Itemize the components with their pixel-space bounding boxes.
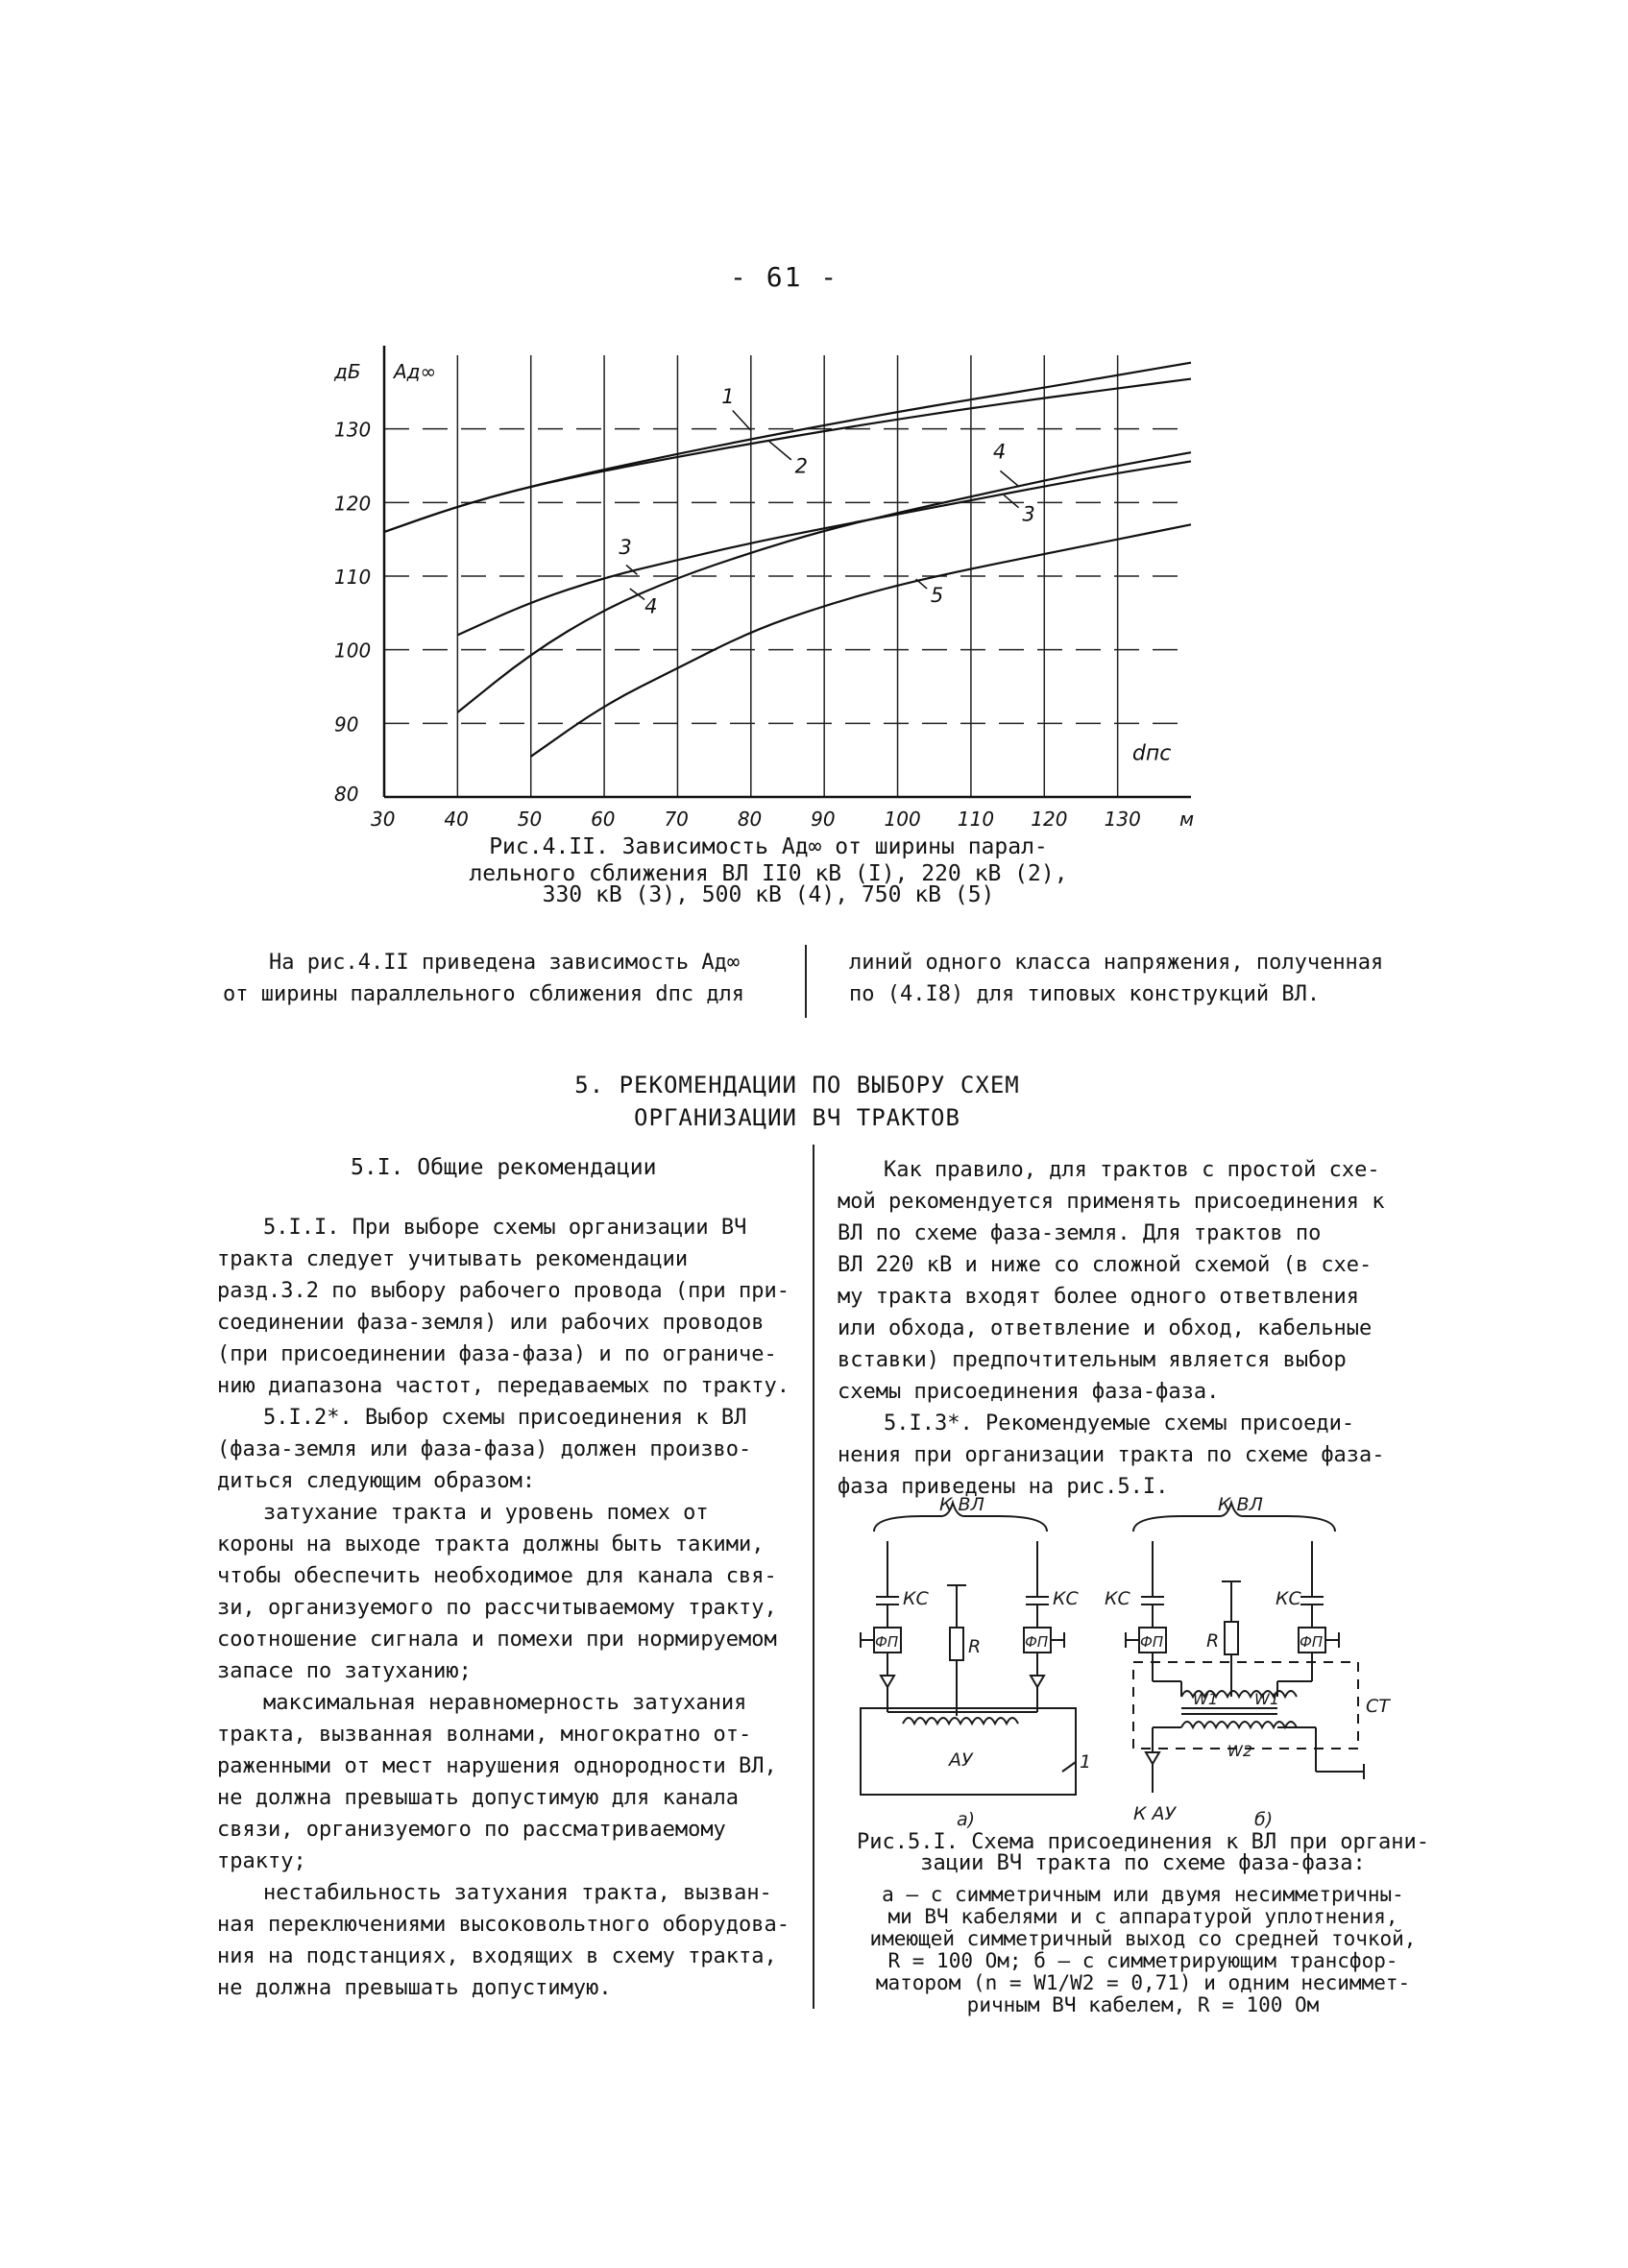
text-line: не должна превышать допустимую для канала — [217, 1786, 740, 1810]
intro-left — [223, 947, 780, 1010]
text-line: ная переключениями высоковольтного оборудова- — [217, 1913, 790, 1937]
chart-series — [384, 363, 1191, 757]
x-tick-label: 90 — [811, 808, 836, 831]
y-unit-label: дБ — [334, 360, 361, 383]
text-line: нения при организации тракта по схеме фаза- — [838, 1443, 1385, 1467]
intro-left-line1: На рис.4.II приведена зависимость Aд∞ — [269, 951, 741, 975]
fig51-label-kvl-b: К ВЛ — [1218, 1494, 1263, 1515]
x-tick-label: 70 — [664, 808, 689, 831]
intro-right-line1: линий одного класса напряжения, полученная — [849, 951, 1384, 975]
intro-left-line2: от ширины параллельного сближения dпс для — [223, 982, 745, 1006]
fig51-label-w2: W2 — [1227, 1742, 1252, 1760]
y-tick-label: 130 — [334, 418, 372, 442]
text-line: короны на выходе тракта должны быть такими, — [217, 1532, 765, 1556]
legend-line: имеющей симметричный выход со средней точкой, — [869, 1927, 1417, 1950]
section-title — [442, 1072, 1153, 1131]
section-title-line1: 5. РЕКОМЕНДАЦИИ ПО ВЫБОРУ СХЕМ — [574, 1072, 1020, 1098]
text-line: тракта, вызванная волнами, многократно от- — [217, 1723, 752, 1747]
text-line: (при присоединении фаза-фаза) и по ограниче- — [217, 1342, 777, 1366]
fig-5-1-caption-line1: Рис.5.I. Схема присоединения к ВЛ при органи- — [856, 1830, 1430, 1854]
text-line: 5.I.2*. Выбор схемы присоединения к ВЛ — [263, 1406, 747, 1430]
y-axis-label: Aд∞ — [394, 360, 437, 383]
curve-label: 2 — [794, 454, 809, 478]
fig-5-1-legend — [845, 1884, 1441, 2016]
y-tick-label: 100 — [334, 639, 372, 663]
fig-5-1-diagram — [845, 1493, 1441, 1848]
text-line: схемы присоединения фаза-фаза. — [838, 1380, 1220, 1404]
fig51-label-fp-a2: ФП — [1025, 1633, 1049, 1651]
curve-label: 5 — [930, 583, 944, 607]
x-tick-label: 100 — [884, 808, 921, 831]
fig51-label-kau: К АУ — [1133, 1803, 1177, 1824]
chart-labels — [333, 360, 1194, 831]
section-title-line2: ОРГАНИЗАЦИИ ВЧ ТРАКТОВ — [634, 1104, 960, 1131]
text-line: максимальная неравномерность затухания — [263, 1691, 747, 1715]
fig-4-11-caption — [403, 833, 1133, 908]
fig51-label-kvl-a: К ВЛ — [939, 1494, 984, 1515]
text-line: связи, организуемого по рассматриваемому — [217, 1818, 726, 1842]
x-tick-label: 50 — [517, 808, 543, 831]
text-line: тракта следует учитывать рекомендации — [217, 1247, 689, 1271]
fig51-label-b: б) — [1254, 1809, 1274, 1830]
x-unit-label: м — [1179, 808, 1195, 831]
curve-leader-line — [769, 442, 791, 460]
text-line: ния на подстанциях, входящих в схему тракта, — [217, 1944, 777, 1968]
curve-label: 4 — [644, 594, 658, 618]
legend-line: матором (n = W1/W2 = 0,71) и одним несиммет- — [875, 1971, 1411, 1994]
curve-label: 3 — [1022, 502, 1035, 526]
text-line: ВЛ 220 кВ и ниже со сложной схемой (в схе- — [838, 1253, 1373, 1277]
text-line: мой рекомендуется применять присоединения к — [838, 1190, 1385, 1214]
right-column — [838, 1154, 1414, 1503]
fig51-label-r-a: R — [968, 1636, 982, 1657]
chart-grid — [384, 355, 1191, 797]
text-line: вставки) предпочтительным является выбор — [838, 1348, 1347, 1372]
fig-4-11-caption-line1: Рис.4.II. Зависимость Aд∞ от ширины парал- — [489, 834, 1048, 859]
fig-5-1-caption — [845, 1832, 1441, 1874]
y-tick-label: 80 — [334, 783, 359, 806]
left-column — [217, 1212, 797, 2004]
text-line: 5.I.3*. Рекомендуемые схемы присоеди- — [884, 1411, 1355, 1436]
fig51-label-1: 1 — [1080, 1751, 1092, 1773]
curve-leader-line — [1004, 495, 1018, 508]
fig51-label-fp-b1: ФП — [1140, 1633, 1164, 1651]
y-tick-label: 110 — [334, 566, 372, 589]
x-axis-label: dпс — [1131, 741, 1172, 766]
curve-leader-line — [1000, 470, 1018, 486]
text-line: тракту; — [217, 1849, 306, 1873]
column-divider — [813, 1145, 814, 2009]
text-line: не должна превышать допустимую. — [217, 1976, 612, 2000]
text-line: Как правило, для трактов с простой схе- — [884, 1158, 1380, 1182]
series-line-5 — [531, 524, 1191, 757]
text-line: раженными от мест нарушения однородности ВЛ, — [217, 1754, 777, 1778]
curve-label: 3 — [619, 536, 632, 559]
fig51-label-fp-b2: ФП — [1300, 1633, 1324, 1651]
curve-label: 4 — [992, 440, 1007, 464]
text-line: соотношение сигнала и помехи при нормируемом — [217, 1628, 777, 1652]
fig51-label-fp-a1: ФП — [875, 1633, 899, 1651]
legend-line: а – с симметричным или двумя несимметричны- — [882, 1883, 1404, 1906]
text-line: разд.3.2 по выбору рабочего провода (при при- — [217, 1279, 790, 1303]
subsection-title: 5.I. Общие рекомендации — [351, 1155, 657, 1180]
text-line: 5.I.I. При выборе схемы организации ВЧ — [263, 1216, 747, 1240]
fig-4-11-chart — [327, 336, 1210, 835]
text-line: му тракта входят более одного ответвления — [838, 1285, 1360, 1309]
x-tick-label: 110 — [957, 808, 995, 831]
fig51-label-w1-right: W1 — [1254, 1690, 1279, 1708]
text-line: запасе по затуханию; — [217, 1659, 472, 1683]
text-line: соединении фаза-земля) или рабочих проводов — [217, 1311, 765, 1335]
fig51-label-r-b: R — [1206, 1630, 1220, 1652]
fig51-label-ks-a1: КС — [903, 1588, 929, 1609]
y-tick-label: 90 — [334, 712, 359, 736]
text-line: ВЛ по схеме фаза-земля. Для трактов по — [838, 1221, 1322, 1245]
intro-right — [849, 947, 1406, 1010]
fig-5-1-caption-line2: зации ВЧ тракта по схеме фаза-фаза: — [920, 1851, 1366, 1875]
page-number: - 61 - — [730, 261, 839, 293]
x-tick-label: 40 — [444, 808, 469, 831]
fig51-label-a: а) — [957, 1809, 976, 1830]
fig-4-11-caption-line3: 330 кВ (3), 500 кВ (4), 750 кВ (5) — [542, 882, 995, 907]
legend-line: ми ВЧ кабелями и с аппаратурой уплотнения, — [887, 1905, 1398, 1928]
fig-4-11-caption-line2: лельного сближения ВЛ II0 кВ (I), 220 кВ (2), — [469, 861, 1068, 886]
fig51-label-au: АУ — [949, 1749, 973, 1771]
x-tick-label: 120 — [1031, 808, 1068, 831]
x-tick-label: 30 — [371, 808, 396, 831]
x-tick-label: 130 — [1104, 808, 1141, 831]
legend-line: R = 100 Ом; б – с симметрирующим трансфор- — [887, 1949, 1398, 1972]
text-line: (фаза-земля или фаза-фаза) должен произво- — [217, 1437, 752, 1461]
series-line-1 — [384, 363, 1191, 532]
x-tick-label: 60 — [591, 808, 616, 831]
curve-label: 1 — [721, 384, 735, 408]
text-line: затухание тракта и уровень помех от — [263, 1501, 709, 1525]
fig51-label-ks-b1: КС — [1105, 1588, 1130, 1609]
fig51-label-ct: СТ — [1366, 1696, 1390, 1717]
curve-leader-line — [733, 411, 751, 431]
legend-line: ричным ВЧ кабелем, R = 100 Ом — [966, 1993, 1320, 2016]
text-line: зи, организуемого по рассчитываемому тракту, — [217, 1596, 777, 1620]
chart-axes — [384, 346, 1191, 797]
fig51-label-w1-left: W1 — [1193, 1690, 1218, 1708]
intro-right-line2: по (4.I8) для типовых конструкций ВЛ. — [849, 982, 1321, 1006]
column-divider-top — [805, 945, 807, 1018]
y-tick-label: 120 — [334, 492, 372, 516]
series-line-2 — [384, 379, 1191, 532]
x-tick-label: 80 — [737, 808, 763, 831]
text-line: чтобы обеспечить необходимое для канала свя- — [217, 1564, 777, 1588]
text-line: нию диапазона частот, передаваемых по тракту. — [217, 1374, 790, 1398]
text-line: диться следующим образом: — [217, 1469, 536, 1493]
fig51-label-ks-a2: КС — [1053, 1588, 1079, 1609]
text-line: или обхода, ответвление и обход, кабельные — [838, 1316, 1373, 1340]
text-line: фаза приведены на рис.5.I. — [838, 1475, 1169, 1499]
fig51-label-ks-b2: КС — [1276, 1588, 1301, 1609]
text-line: нестабильность затухания тракта, вызван- — [263, 1881, 772, 1905]
